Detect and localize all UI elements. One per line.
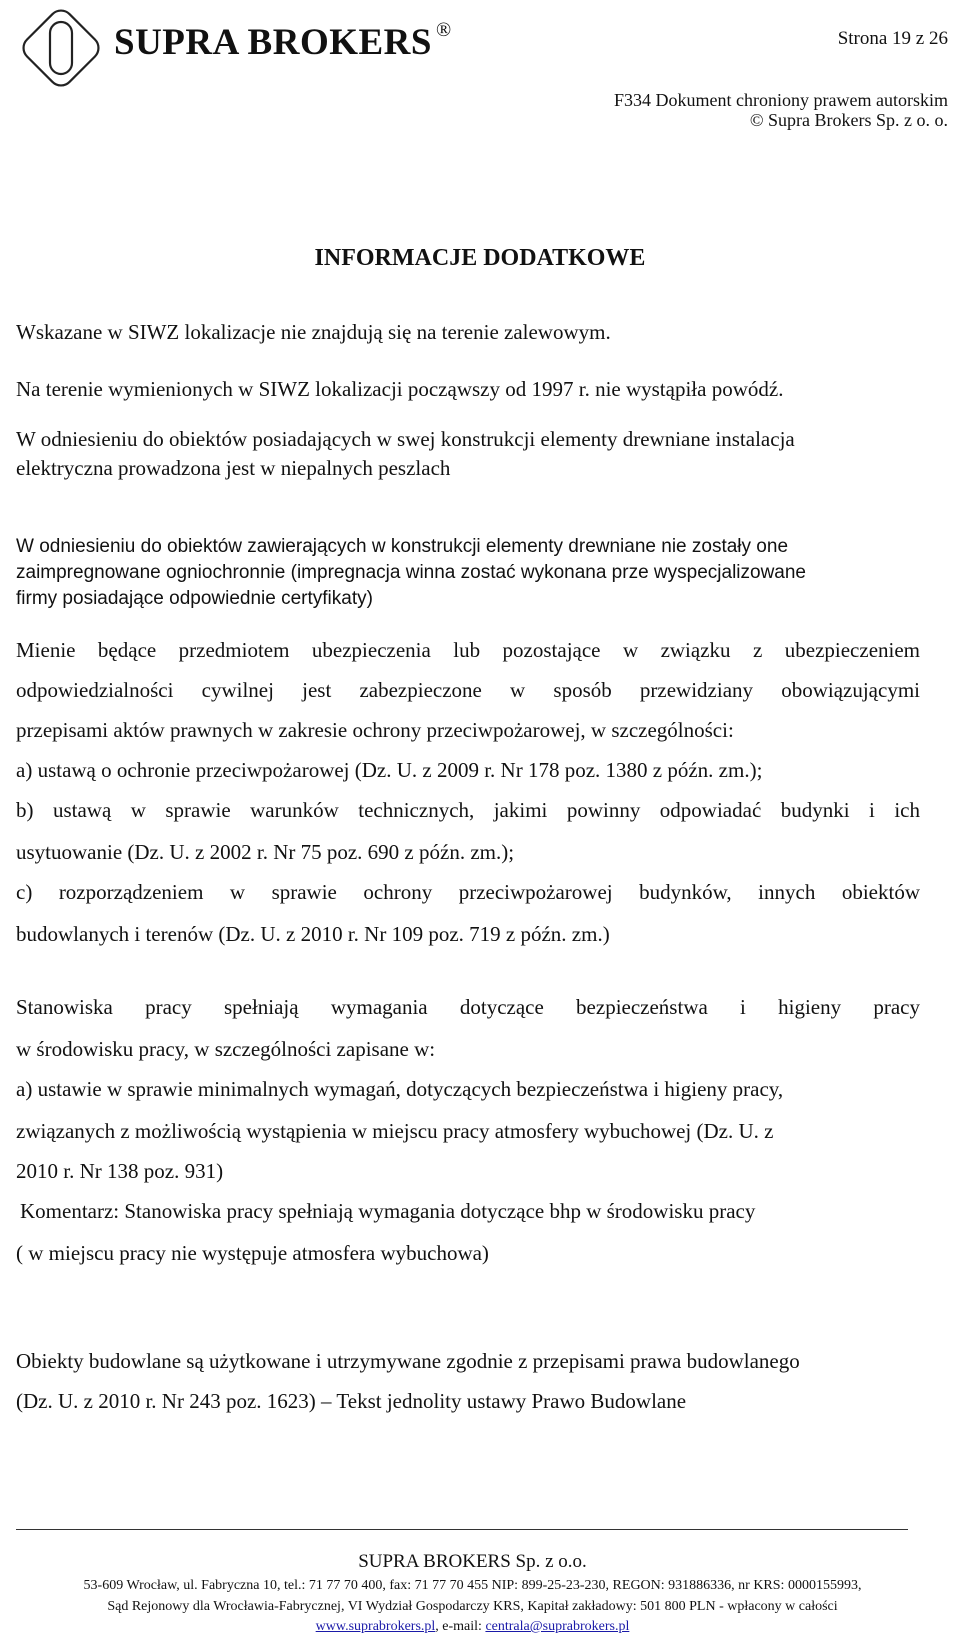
- comment-line1: Komentarz: Stanowiska pracy spełniają wymagania dotyczące bhp w środowisku pracy: [20, 1199, 756, 1223]
- paragraph-workplace-line2: w środowisku pracy, w szczególności zapisane w:: [16, 1037, 436, 1061]
- paragraph-flood-history: Na terenie wymienionych w SIWZ lokalizacji począwszy od 1997 r. nie wystąpiła powódź.: [16, 377, 784, 401]
- brand-name: SUPRA BROKERS ®: [114, 19, 452, 63]
- paragraph-building-law-line1: Obiekty budowlane są użytkowane i utrzymywane zgodnie z przepisami prawa budowlanego: [16, 1349, 800, 1373]
- copyright-owner: © Supra Brokers Sp. z o. o.: [749, 110, 948, 130]
- list-item-c-line1: c) rozporządzeniem w sprawie ochrony przeciwpożarowej budynków, innych obiektów: [16, 880, 920, 904]
- email-link[interactable]: centrala@suprabrokers.pl: [485, 1619, 630, 1634]
- footer-address: 53-609 Wrocław, ul. Fabryczna 10, tel.: 71 77 70 400, fax: 71 77 70 455 NIP: 899-25-23-230, REGON: 931886336, nr KRS: 0000155993,: [83, 1578, 862, 1593]
- paragraph-fire-protection-line3: przepisami aktów prawnych w zakresie ochrony przeciwpożarowej, w szczególności:: [16, 718, 734, 742]
- paragraph-impregnation-line3: firmy posiadające odpowiednie certyfikaty): [16, 588, 373, 609]
- website-link[interactable]: www.suprabrokers.pl: [315, 1619, 436, 1634]
- list-item-a-atex-line2: związanych z możliwością wystąpienia w miejscu pracy atmosfery wybuchowej (Dz. U. z: [16, 1119, 774, 1143]
- footer-company: SUPRA BROKERS Sp. z o.o.: [358, 1551, 587, 1572]
- paragraph-impregnation-line1: W odniesieniu do obiektów zawierających w konstrukcji elementy drewniane nie zostały one: [16, 536, 789, 557]
- email-label: , e-mail:: [435, 1619, 486, 1634]
- list-item-a-atex-line3: 2010 r. Nr 138 poz. 931): [16, 1159, 224, 1183]
- paragraph-building-law-line2: (Dz. U. z 2010 r. Nr 243 poz. 1623) – Tekst jednolity ustawy Prawo Budowlane: [16, 1389, 687, 1413]
- list-item-c-line2: budowlanych i terenów (Dz. U. z 2010 r. Nr 109 poz. 719 z późn. zm.): [16, 922, 610, 946]
- paragraph-fire-protection-line1: Mienie będące przedmiotem ubezpieczenia lub pozostające w związku z ubezpieczeniem: [16, 638, 920, 662]
- footer-divider: [16, 1529, 908, 1530]
- paragraph-workplace-line1: Stanowiska pracy spełniają wymagania dotyczące bezpieczeństwa i higieny pracy: [16, 995, 920, 1019]
- paragraph-impregnation-line2: zaimpregnowane ogniochronnie (impregnacja winna zostać wykonana prze wyspecjalizowane: [16, 562, 806, 583]
- list-item-a-atex-line1: a) ustawie w sprawie minimalnych wymagań, dotyczących bezpieczeństwa i higieny pracy,: [16, 1077, 784, 1101]
- section-title: INFORMACJE DODATKOWE: [314, 245, 646, 271]
- comment-line2: ( w miejscu pracy nie występuje atmosfera wybuchowa): [16, 1241, 489, 1265]
- footer-contact: [0, 1619, 945, 1635]
- list-item-b-line1: b) ustawą w sprawie warunków technicznych, jakimi powinny odpowiadać budynki i ich: [16, 798, 920, 822]
- paragraph-flood-zone: Wskazane w SIWZ lokalizacje nie znajdują się na terenie zalewowym.: [16, 320, 611, 344]
- footer-court: Sąd Rejonowy dla Wrocławia-Fabrycznej, VI Wydział Gospodarczy KRS, Kapitał zakładowy: 501 800 PLN - wpłacony w całości: [107, 1599, 838, 1614]
- copyright-notice: F334 Dokument chroniony prawem autorskim: [614, 90, 948, 110]
- list-item-b-line2: usytuowanie (Dz. U. z 2002 r. Nr 75 poz. 690 z późn. zm.);: [16, 840, 515, 864]
- paragraph-electrical-line2: elektryczna prowadzona jest w niepalnych peszlach: [16, 456, 451, 480]
- paragraph-fire-protection-line2: odpowiedzialności cywilnej jest zabezpieczone w sposób przewidziany obowiązującymi: [16, 678, 920, 702]
- rounded-diamond-logo-icon: [15, 2, 107, 94]
- paragraph-electrical-line1: W odniesieniu do obiektów posiadających w swej konstrukcji elementy drewniane instalacja: [16, 427, 795, 451]
- list-item-a-fire-act: a) ustawą o ochronie przeciwpożarowej (Dz. U. z 2009 r. Nr 178 poz. 1380 z późn. zm.);: [16, 758, 763, 782]
- page-number: Strona 19 z 26: [837, 28, 948, 49]
- registered-mark: ®: [435, 19, 452, 41]
